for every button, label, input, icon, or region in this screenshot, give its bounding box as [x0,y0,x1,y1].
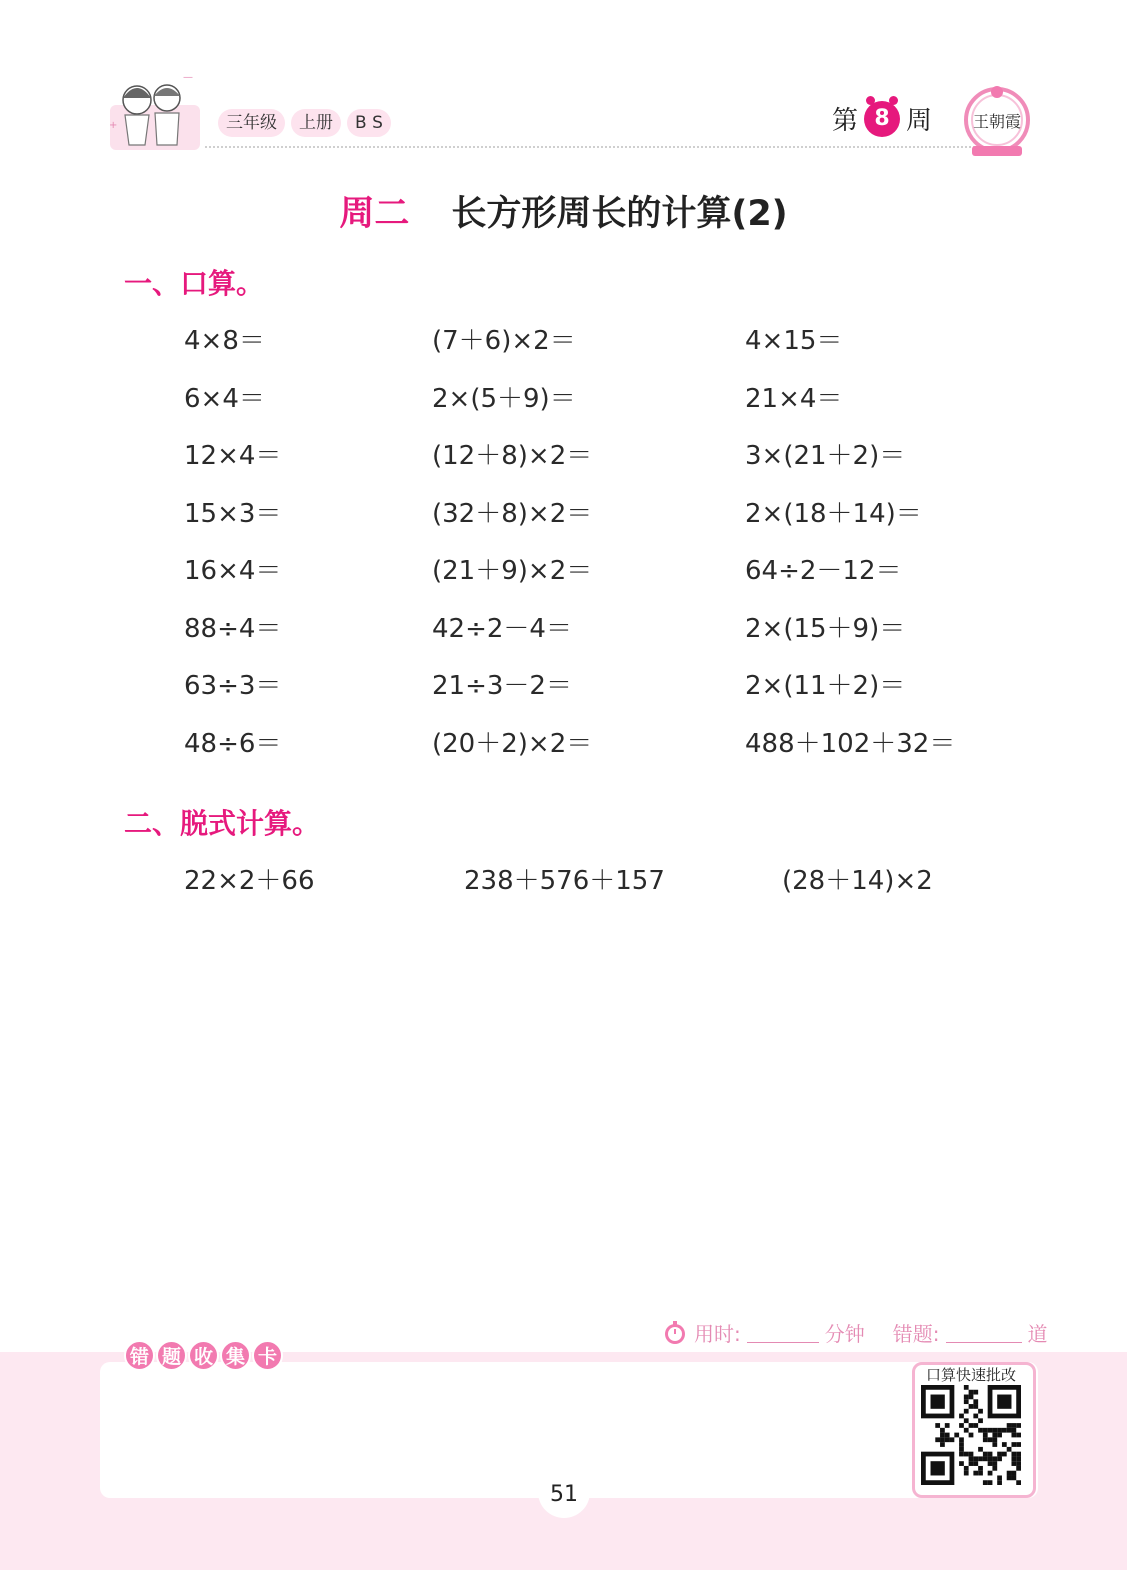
qr-caption: 口算快速批改 [925,1366,1016,1384]
header-divider [205,146,975,148]
mental-math-problem: 21÷3－2＝ [432,671,572,701]
mental-math-problem: 2×(5＋9)＝ [432,383,576,414]
mental-math-problem: (32＋8)×2＝ [432,498,593,529]
time-error-record [662,1318,1048,1347]
section1-heading: 一、口算。 [124,267,265,300]
svg-text:+: + [109,120,118,131]
grade-label: 三年级 [218,109,285,137]
mental-math-problem: 3×(21＋2)＝ [745,441,906,471]
mental-math-problem: (21＋9)×2＝ [432,556,593,586]
title-topic: 长方形周长的计算(2) [451,194,788,234]
page-title [0,186,1127,236]
week-indicator [832,100,932,137]
mental-math-problem: 4×8＝ [184,326,265,356]
mental-math-problem: 2×(15＋9)＝ [745,613,906,644]
svg-text:—: — [183,72,193,83]
stopwatch-icon [662,1320,688,1346]
mental-math-problem: 12×4＝ [184,441,282,471]
mental-math-problem: (7＋6)×2＝ [432,326,576,356]
card-label-char: 集 [220,1340,251,1371]
mental-math-problem: (12＋8)×2＝ [432,441,593,471]
time-label: 用时: [694,1322,741,1346]
mental-math-problem: 16×4＝ [184,556,282,586]
mental-math-problem: 488＋102＋32＝ [745,728,956,759]
mental-math-problem: 2×(18＋14)＝ [745,498,922,529]
page-number: 51 [550,1482,578,1507]
mental-math-problem: 42÷2－4＝ [432,613,572,644]
brand-logo [960,80,1034,160]
week-suffix: 周 [906,106,933,136]
error-blank[interactable] [946,1322,1022,1343]
card-label-char: 卡 [252,1340,283,1371]
mental-math-problem: 48÷6＝ [184,728,282,759]
section2-heading: 二、脱式计算。 [124,807,321,840]
title-day: 周二 [339,194,410,234]
mental-math-problem: 6×4＝ [184,383,265,414]
mental-math-problem: 63÷3＝ [184,671,282,701]
time-unit: 分钟 [824,1322,865,1346]
error-label: 错题: [892,1322,940,1346]
week-prefix: 第 [832,106,859,136]
card-label-char: 收 [188,1340,219,1371]
edition-label: B S [347,109,391,137]
card-label-char: 错 [124,1340,155,1371]
mental-math-problem: 4×15＝ [745,326,843,356]
qr-code-icon[interactable] [920,1385,1022,1485]
mental-math-problem: 2×(11＋2)＝ [745,671,906,701]
error-unit: 道 [1027,1322,1048,1346]
children-illustration [105,70,205,155]
step-calc-problem: 22×2＋66 [184,866,315,896]
mental-math-problem: 88÷4＝ [184,613,282,644]
error-card-label [124,1340,283,1371]
time-blank[interactable] [747,1322,819,1343]
grade-info [218,108,391,138]
logo-text: 王朝霞 [972,112,1022,131]
mental-math-problem: 15×3＝ [184,498,282,529]
card-label-char: 题 [156,1340,187,1371]
week-number-badge: 8 [864,101,900,137]
mental-math-problem: 21×4＝ [745,383,843,414]
mental-math-problem: 64÷2－12＝ [745,556,902,586]
mental-math-problem: (20＋2)×2＝ [432,728,593,759]
volume-label: 上册 [291,109,341,137]
step-calc-problem: (28＋14)×2 [782,866,933,896]
step-calc-problem: 238＋576＋157 [464,866,665,896]
